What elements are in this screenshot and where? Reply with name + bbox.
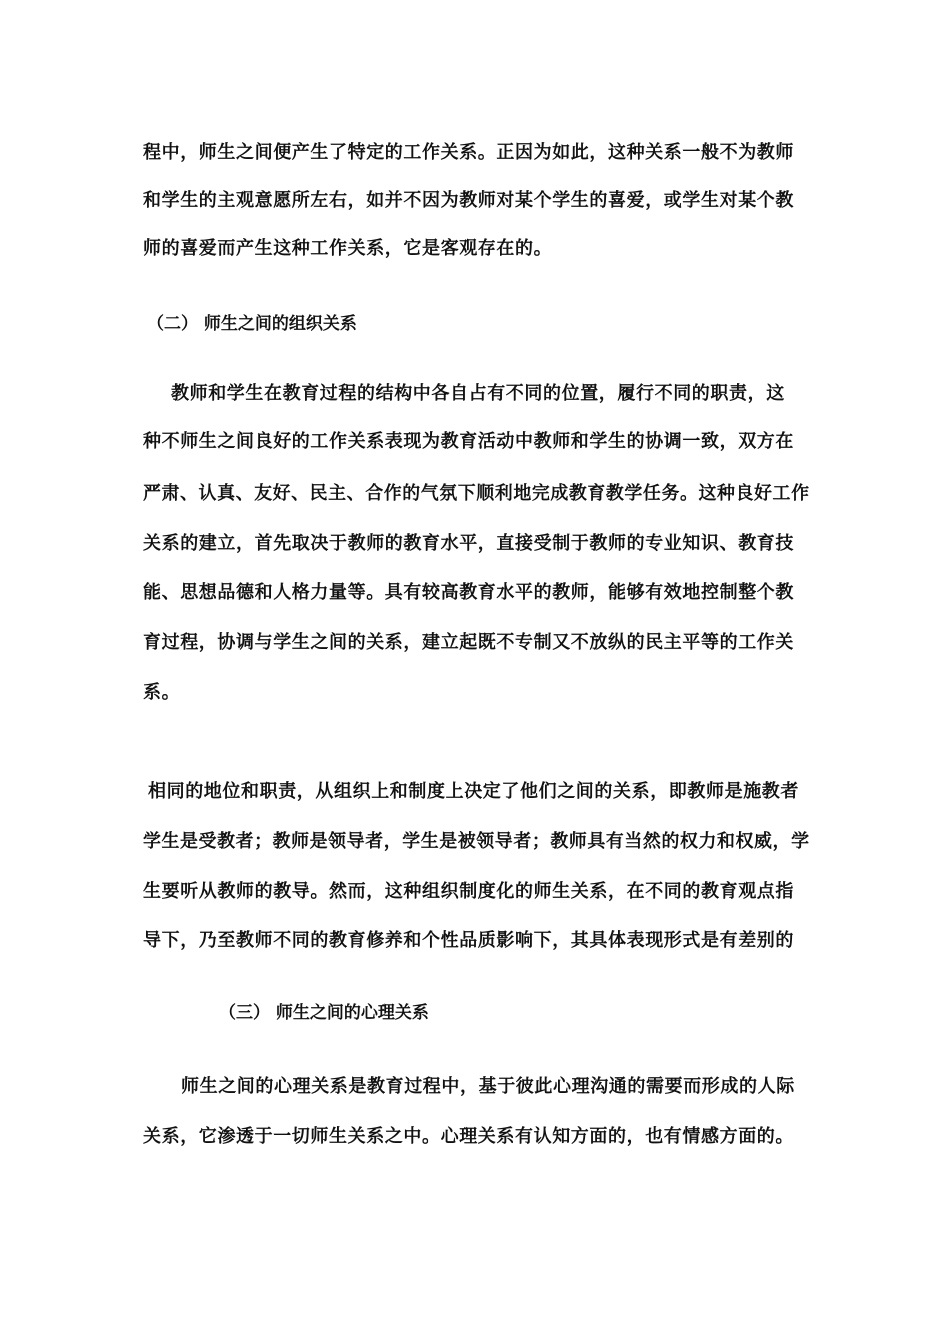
- paragraph-1-line-3: 师的喜爱而产生这种工作关系，它是客观存在的。: [143, 238, 553, 259]
- paragraph-3-line-1: 相同的地位和职责，从组织上和制度上决定了他们之间的关系，即教师是施教者: [148, 781, 799, 802]
- paragraph-4-line-1: 师生之间的心理关系是教育过程中，基于彼此心理沟通的需要而形成的人际: [181, 1076, 795, 1097]
- paragraph-2-line-3: 严肃、认真、友好、民主、合作的气氛下顺利地完成教育教学任务。这种良好工作: [143, 483, 810, 504]
- paragraph-3-line-3: 生要听从教师的教导。然而，这种组织制度化的师生关系，在不同的教育观点指: [143, 881, 794, 902]
- paragraph-2-line-2: 种不师生之间良好的工作关系表现为教育活动中教师和学生的协调一致，双方在: [143, 431, 794, 452]
- paragraph-2-line-1: 教师和学生在教育过程的结构中各自占有不同的位置，履行不同的职责，这: [171, 383, 785, 404]
- paragraph-4-line-2: 关系，它渗透于一切师生关系之中。心理关系有认知方面的，也有情感方面的。: [143, 1126, 794, 1147]
- section-heading-2: （二） 师生之间的组织关系: [147, 314, 357, 334]
- paragraph-1-line-1: 程中，师生之间便产生了特定的工作关系。正因为如此，这种关系一般不为教师: [143, 142, 794, 163]
- section-heading-3: （三） 师生之间的心理关系: [219, 1003, 429, 1023]
- paragraph-3-line-2: 学生是受教者；教师是领导者，学生是被领导者；教师具有当然的权力和权威，学: [143, 831, 810, 852]
- paragraph-2-line-4: 关系的建立，首先取决于教师的教育水平，直接受制于教师的专业知识、教育技: [143, 533, 794, 554]
- paragraph-1-line-2: 和学生的主观意愿所左右，如并不因为教师对某个学生的喜爱，或学生对某个教: [143, 190, 794, 211]
- paragraph-3-line-4: 导下，乃至教师不同的教育修养和个性品质影响下，其具体表现形式是有差别的: [143, 930, 794, 951]
- paragraph-2-line-5: 能、思想品德和人格力量等。具有较高教育水平的教师，能够有效地控制整个教: [143, 582, 794, 603]
- paragraph-2-line-6: 育过程，协调与学生之间的关系，建立起既不专制又不放纵的民主平等的工作关: [143, 632, 794, 653]
- paragraph-2-line-7: 系。: [143, 682, 181, 703]
